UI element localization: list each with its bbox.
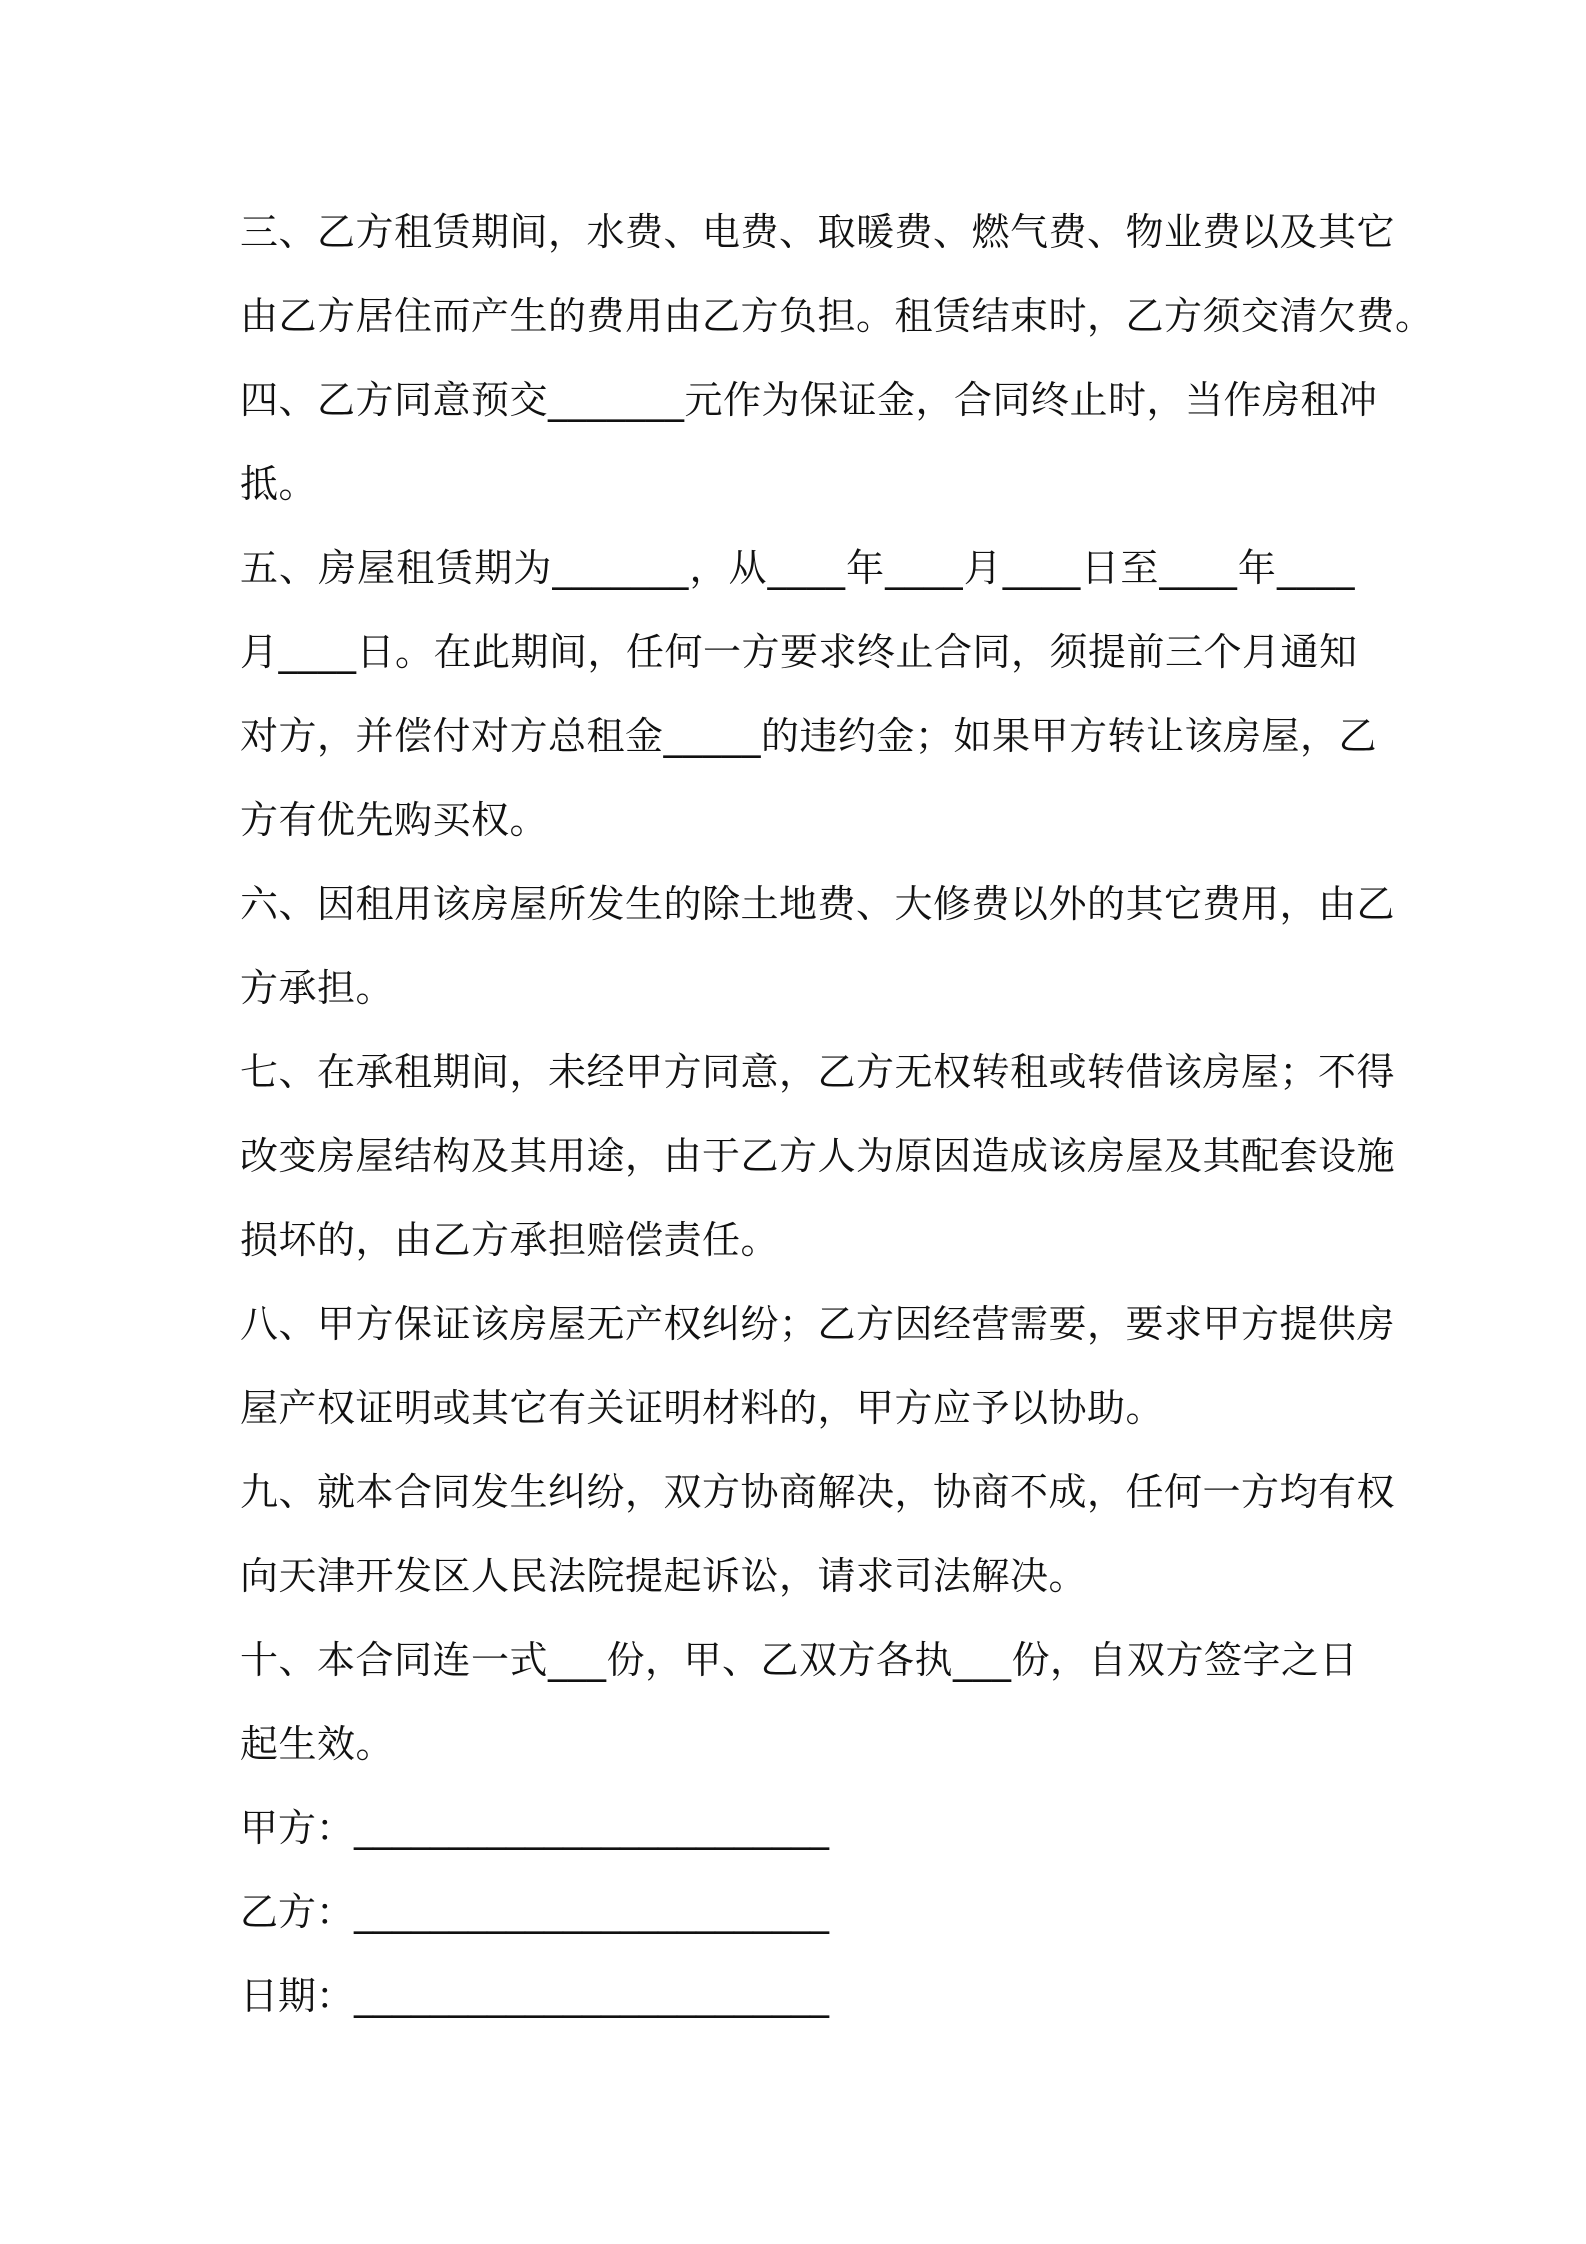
clause-5-line-2: 月____日。在此期间，任何一方要求终止合同，须提前三个月通知 [240, 630, 1358, 674]
clause-7-line-2: 改变房屋结构及其用途，由于乙方人为原因造成该房屋及其配套设施 [240, 1134, 1396, 1178]
clause-8-line-1: 八、甲方保证该房屋无产权纠纷；乙方因经营需要，要求甲方提供房 [240, 1302, 1396, 1346]
signature-date-blank: _________________________ [354, 1974, 830, 2018]
clause-4-line-1: 四、乙方同意预交_______元作为保证金，合同终止时，当作房租冲 [240, 378, 1378, 422]
signature-date-label: 日期： [240, 1974, 355, 2018]
signature-party-b-blank: _________________________ [354, 1890, 830, 1934]
contract-body [240, 190, 1434, 2038]
clause-10-line-2: 起生效。 [240, 1722, 395, 1766]
clause-5-line-4: 方有优先购买权。 [240, 798, 549, 842]
clause-5-line-3: 对方，并偿付对方总租金_____的违约金；如果甲方转让该房屋，乙 [240, 714, 1378, 758]
signature-party-a [240, 1786, 1355, 1870]
clause-4-line-2: 抵。 [240, 462, 318, 506]
clause-7-line-1: 七、在承租期间，未经甲方同意，乙方无权转租或转借该房屋；不得 [240, 1050, 1396, 1094]
signature-date [240, 1954, 1355, 2038]
clause-10-line-1: 十、本合同连一式___份，甲、乙双方各执___份，自双方签字之日 [240, 1638, 1359, 1682]
signature-party-a-blank: _________________________ [354, 1806, 830, 1850]
signature-party-b [240, 1870, 1355, 1954]
clause-6-line-1: 六、因租用该房屋所发生的除土地费、大修费以外的其它费用，由乙 [240, 882, 1396, 926]
clause-7-line-3: 损坏的，由乙方承担赔偿责任。 [240, 1218, 780, 1262]
clause-3-line-1: 三、乙方租赁期间，水费、电费、取暖费、燃气费、物业费以及其它 [240, 210, 1396, 254]
clause-9-line-2: 向天津开发区人民法院提起诉讼，请求司法解决。 [240, 1554, 1088, 1598]
clause-3-line-2: 由乙方居住而产生的费用由乙方负担。租赁结束时，乙方须交清欠费。 [240, 294, 1434, 338]
clause-9-line-1: 九、就本合同发生纠纷，双方协商解决，协商不成，任何一方均有权 [240, 1470, 1396, 1514]
signature-party-a-label: 甲方： [240, 1806, 355, 1850]
clause-5-line-1: 五、房屋租赁期为_______，从____年____月____日至____年____ [240, 546, 1355, 590]
signature-party-b-label: 乙方： [240, 1890, 355, 1934]
clause-8-line-2: 屋产权证明或其它有关证明材料的，甲方应予以协助。 [240, 1386, 1165, 1430]
clause-6-line-2: 方承担。 [240, 966, 395, 1010]
